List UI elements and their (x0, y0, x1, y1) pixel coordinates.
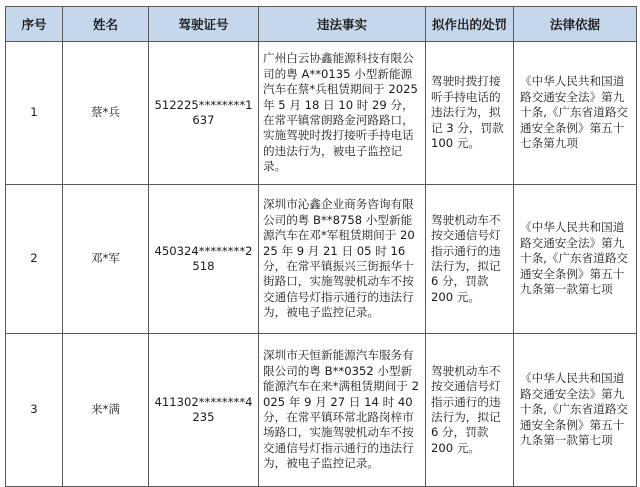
header-name: 姓名 (63, 7, 149, 42)
row-number: 2 (6, 185, 63, 334)
person-name: 邓*军 (63, 185, 149, 334)
violations-table (5, 6, 637, 487)
header-row (6, 7, 637, 42)
proposed-penalty: 驾驶机动车不按交通信号灯指示通行的违法行为，拟记 6 分，罚款 200 元。 (426, 334, 514, 487)
person-name: 来*满 (63, 334, 149, 487)
person-name: 蔡*兵 (63, 42, 149, 185)
table-row (6, 185, 637, 334)
header-license: 驾驶证号 (149, 7, 259, 42)
proposed-penalty: 驾驶时拨打接听手持电话的违法行为，拟记 3 分，罚款 100 元。 (426, 42, 514, 185)
license-cell (149, 185, 259, 334)
proposed-penalty: 驾驶机动车不按交通信号灯指示通行的违法行为，拟记 6 分，罚款 200 元。 (426, 185, 514, 334)
license-number: 450324********2518 (154, 243, 253, 273)
violation-fact: 深圳市沁鑫企业商务咨询有限公司的粤 B**8758 小型新能源汽车在邓*军租赁期间于 2025 年 9 月 21 日 05 时 16 分，在常平镇振兴三街振华十街路口，实施驾驶机动车不按交通信号灯指示通行的违法行为，被电子监控记录。 (259, 185, 426, 334)
legal-basis: 《中华人民共和国道路交通安全法》第九十条,《广东省道路交通安全条例》第五十七条第九项 (514, 42, 637, 185)
table-row (6, 334, 637, 487)
license-number: 512225********1637 (154, 97, 253, 127)
legal-basis: 《中华人民共和国道路交通安全法》第九十条,《广东省道路交通安全条例》第五十九条第一款第七项 (514, 185, 637, 334)
legal-basis: 《中华人民共和国道路交通安全法》第九十条,《广东省道路交通安全条例》第五十九条第一款第七项 (514, 334, 637, 487)
row-number: 1 (6, 42, 63, 185)
header-penalty: 拟作出的处罚 (426, 7, 514, 42)
license-cell (149, 42, 259, 185)
license-cell (149, 334, 259, 487)
license-number: 411302********4235 (154, 394, 253, 424)
header-fact: 违法事实 (259, 7, 426, 42)
header-law: 法律依据 (514, 7, 637, 42)
header-no: 序号 (6, 7, 63, 42)
table-row (6, 42, 637, 185)
row-number: 3 (6, 334, 63, 487)
violation-fact: 广州白云协鑫能源科技有限公司的粤 A**0135 小型新能源汽车在蔡*兵租赁期间于 2025 年 5 月 18 日 10 时 29 分，在常平镇常朗路金河路路口，实施驾驶时拨打接听手持电话的违法行为，被电子监控记录。 (259, 42, 426, 185)
violations-table-container (5, 6, 636, 487)
violation-fact: 深圳市天恒新能源汽车服务有限公司的粤 B**0352 小型新能源汽车在来*满租赁期间于 2025 年 9 月 27 日 14 时 40 分，在常平镇环常北路岗梓市场路口，实施驾驶机动车不按交通信号灯指示通行的违法行为，被电子监控记录。 (259, 334, 426, 487)
